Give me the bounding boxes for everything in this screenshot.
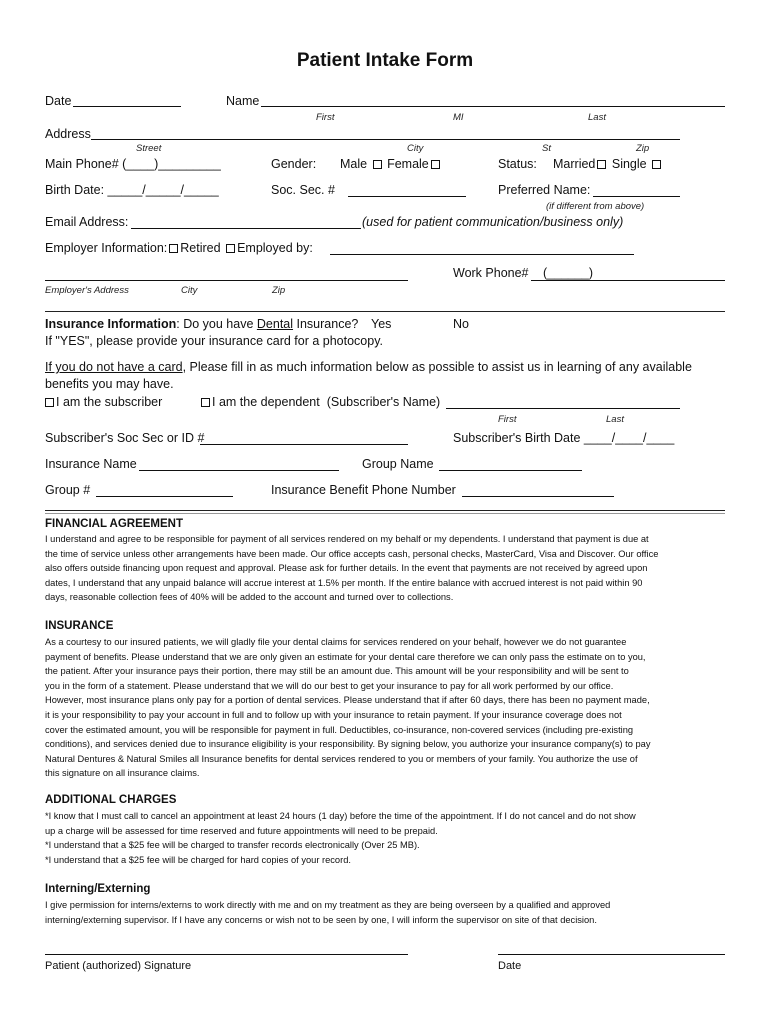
name-last-caption: Last — [588, 112, 606, 123]
signature-date-field[interactable] — [498, 954, 725, 955]
insurance-line: conditions), and services denied due to insurance eligibility is your responsibility. By signing below, you authorize your insurance company(s) to pay — [45, 739, 651, 750]
date-label: Date — [45, 94, 72, 108]
insurance-line: this signature on all insurance claims. — [45, 768, 200, 779]
signature-label: Patient (authorized) Signature — [45, 960, 192, 972]
name-mi-caption: MI — [453, 112, 464, 123]
additional-line: *I understand that a $25 fee will be charged to transfer records electronically (Over 25 MB). — [45, 840, 420, 851]
financial-text — [45, 532, 727, 605]
insurance-card-note: If "YES", please provide your insurance card for a photocopy. — [45, 334, 383, 348]
retired-checkbox[interactable] — [169, 244, 178, 253]
married-label: Married — [553, 157, 596, 171]
subscriber-ssn-label: Subscriber's Soc Sec or ID # — [45, 431, 205, 445]
subscriber-label: I am the subscriber — [56, 395, 163, 409]
address-zip-caption: Zip — [636, 143, 650, 154]
additional-line: *I understand that a $25 fee will be charged for hard copies of your record. — [45, 854, 351, 865]
interning-line: interning/externing supervisor. If I have any concerns or wish not to be seen by one, I will inform the supervisor on site of that decision. — [45, 914, 597, 925]
ssn-label: Soc. Sec. # — [271, 183, 335, 197]
group-name-field[interactable] — [439, 470, 582, 471]
additional-title: ADDITIONAL CHARGES — [45, 794, 177, 806]
group-number-field[interactable] — [96, 496, 233, 497]
divider-1 — [45, 311, 725, 312]
subscriber-option — [45, 395, 162, 409]
signature-field[interactable] — [45, 954, 408, 955]
status-options — [553, 157, 663, 171]
married-checkbox[interactable] — [597, 160, 606, 169]
benefit-phone-field[interactable] — [462, 496, 614, 497]
insurance-line: As a courtesy to our insured patients, we will gladly file your dental claims for services rendered on your behalf, however we do not guarantee — [45, 637, 627, 647]
email-note: (used for patient communication/business only) — [362, 215, 624, 229]
dependent-option — [201, 395, 440, 409]
employer-address-caption: Employer's Address — [45, 285, 129, 296]
work-phone-label: Work Phone# — [453, 266, 529, 280]
insurance-question-dental: Dental — [256, 317, 294, 331]
name-field[interactable] — [261, 106, 725, 107]
insurance-question-pre: : Do you have — [176, 317, 257, 331]
work-phone-area: (______) — [543, 266, 594, 280]
insurance-question-post: Insurance? — [293, 317, 359, 331]
no-card-text — [45, 360, 692, 374]
additional-line: *I know that I must call to cancel an appointment at least 24 hours (1 day) before the time of the appointment. If I do not cancel and do not show — [45, 811, 636, 821]
financial-line: I understand and agree to be responsible for payment of all services rendered on my behalf or my dependents. I understand that payment is due at — [45, 534, 649, 544]
employed-by-field[interactable] — [330, 254, 634, 255]
divider-2b — [45, 513, 725, 514]
insurance-yes[interactable]: Yes — [371, 317, 392, 331]
date-field[interactable] — [73, 106, 181, 107]
single-checkbox[interactable] — [652, 160, 661, 169]
employer-info-label: Employer Information: — [45, 241, 168, 255]
form-title: Patient Intake Form — [296, 50, 474, 71]
insurance-line: it is your responsibility to pay your account in full and to follow up with your insurance to retain payment. If your insurance coverage does not — [45, 709, 622, 720]
subscriber-name-field[interactable] — [446, 408, 680, 409]
interning-title: Interning/Externing — [45, 883, 151, 895]
insurance-line: cover the estimated amount, you will be responsible for payment in full. Deductibles, co-insurance, non-covered services (including pre-existing — [45, 724, 634, 735]
insurance-info-bold: Insurance Information — [45, 317, 177, 331]
insurance-text — [45, 635, 727, 781]
address-city-caption: City — [407, 143, 424, 154]
group-name-label: Group Name — [362, 457, 434, 471]
financial-line: dates, I understand that any unpaid balance will accrue interest at 1.5% per month. If the entire balance with accrued interest is not paid within 90 — [45, 577, 643, 588]
gender-label: Gender: — [271, 157, 317, 171]
financial-line: also offers outside financing upon request and approval. Please ask for further details. In the event that payments are not received by agreed upon — [45, 563, 648, 574]
no-card-rest: , Please fill in as much information below as possible to assist us in learning of any available — [182, 360, 692, 374]
interning-text — [45, 898, 727, 927]
insurance-question — [45, 317, 358, 331]
additional-line: up a charge will be assessed for time reserved and future appointments will need to be prepaid. — [45, 825, 438, 836]
employer-address-field[interactable] — [45, 280, 408, 281]
insurance-line: payment of benefits. Please understand that we are only given an estimate for your dental care therefore we can only pass the estimate on to you, — [45, 651, 646, 662]
address-field[interactable] — [91, 139, 680, 140]
single-label: Single — [611, 157, 647, 171]
gender-options — [340, 157, 442, 171]
female-checkbox[interactable] — [431, 160, 440, 169]
insurance-line: you in the form of a statement. Please understand that we will do our best to get your insurance to pay for all work performed by our office. — [45, 680, 614, 691]
financial-title: FINANCIAL AGREEMENT — [45, 518, 183, 530]
employer-info — [45, 241, 313, 255]
subscriber-birth-date-field[interactable]: Subscriber's Birth Date ____/____/____ — [453, 431, 675, 445]
employed-by-label: Employed by: — [237, 241, 313, 255]
female-label: Female — [387, 157, 429, 171]
no-card-underlined: If you do not have a card — [45, 360, 183, 374]
additional-text — [45, 809, 727, 867]
signature-date-label: Date — [498, 960, 522, 972]
insurance-no[interactable]: No — [453, 317, 469, 331]
subscriber-ssn-field[interactable] — [200, 444, 408, 445]
ssn-field[interactable] — [348, 196, 466, 197]
address-street-caption: Street — [136, 143, 162, 154]
address-label: Address — [45, 127, 91, 141]
male-checkbox[interactable] — [373, 160, 382, 169]
divider-2 — [45, 510, 725, 511]
preferred-name-note: (if different from above) — [546, 201, 645, 212]
dependent-label: I am the dependent — [212, 395, 320, 409]
retired-label: Retired — [180, 241, 221, 255]
group-number-label: Group # — [45, 483, 91, 497]
insurance-title: INSURANCE — [45, 620, 114, 632]
main-phone-field[interactable]: Main Phone# (____)_________ — [45, 157, 221, 171]
financial-line: days, reasonable collection fees of 40% will be added to the account and turned over to collections. — [45, 592, 454, 603]
address-st-caption: St — [542, 143, 551, 154]
birth-date-field[interactable]: Birth Date: _____/_____/_____ — [45, 183, 219, 197]
insurance-name-label: Insurance Name — [45, 457, 137, 471]
subscriber-checkbox[interactable] — [45, 398, 54, 407]
dependent-checkbox[interactable] — [201, 398, 210, 407]
subscriber-name-label: (Subscriber's Name) — [326, 395, 441, 409]
male-label: Male — [340, 157, 368, 171]
name-first-caption: First — [316, 112, 335, 123]
email-field[interactable] — [131, 228, 361, 229]
insurance-line: Natural Dentures & Natural Smiles all Insurance benefits for dental services rendered to you or members of your family. You authorize the use of — [45, 753, 638, 764]
financial-line: the time of service unless other arrangements have been made. Our office accepts cash, personal checks, MasterCard, Visa and Discover. Our office — [45, 548, 659, 559]
subscriber-first-caption: First — [498, 414, 517, 425]
employer-city-caption: City — [181, 285, 198, 296]
insurance-line: However, most insurance plans only pay for a portion of dental services. Please understand that if after 60 days, there has been no payment made, — [45, 695, 650, 706]
interning-line: I give permission for interns/externs to work directly with me and on my treatment as they are being overseen by a qualified and approved — [45, 900, 611, 910]
employer-zip-caption: Zip — [272, 285, 286, 296]
subscriber-last-caption: Last — [606, 414, 624, 425]
preferred-name-label: Preferred Name: — [498, 183, 591, 197]
benefit-phone-label: Insurance Benefit Phone Number — [271, 483, 456, 497]
preferred-name-field[interactable] — [593, 196, 680, 197]
status-label: Status: — [498, 157, 537, 171]
work-phone-field[interactable] — [531, 280, 725, 281]
email-label: Email Address: — [45, 215, 129, 229]
name-label: Name — [226, 94, 260, 108]
insurance-name-field[interactable] — [139, 470, 339, 471]
employed-checkbox[interactable] — [226, 244, 235, 253]
no-card-line2: benefits you may have. — [45, 377, 174, 391]
insurance-line: the patient. After your insurance pays their portion, there may still be an amount due. This amount will be your responsibility and will be sent to — [45, 666, 629, 677]
